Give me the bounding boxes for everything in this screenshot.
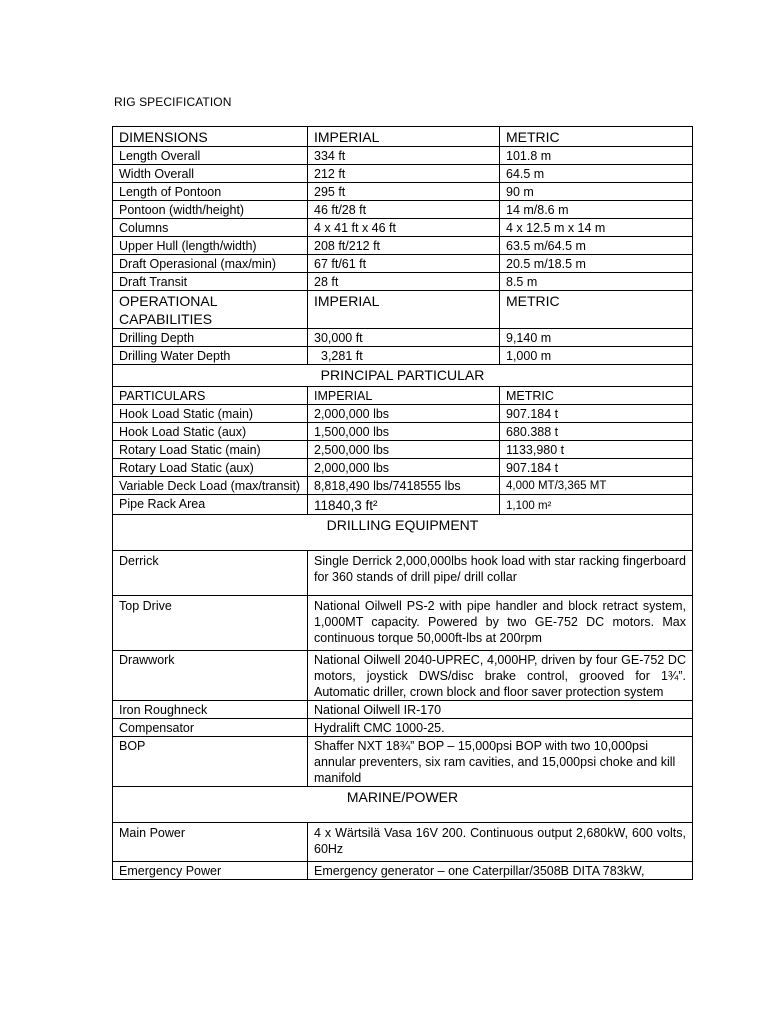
metric-value: 680.388 t — [500, 423, 693, 441]
principal-section-title: PRINCIPAL PARTICULAR — [113, 365, 693, 387]
table-row — [113, 737, 693, 787]
row-label: BOP — [113, 737, 308, 787]
row-description: Single Derrick 2,000,000lbs hook load with star racking fingerboard for 360 stands of drill pipe/ drill collar — [308, 551, 693, 596]
row-label: Variable Deck Load (max/transit) — [113, 477, 308, 495]
row-label: Derrick — [113, 551, 308, 596]
row-label: Drilling Depth — [113, 329, 308, 347]
row-label: Columns — [113, 219, 308, 237]
imperial-header: IMPERIAL — [308, 291, 500, 329]
row-label: Compensator — [113, 719, 308, 737]
imperial-value: 295 ft — [308, 183, 500, 201]
table-row — [113, 651, 693, 701]
imperial-value: 2,500,000 lbs — [308, 441, 500, 459]
table-row — [113, 219, 693, 237]
row-label: Draft Transit — [113, 273, 308, 291]
table-row — [113, 862, 693, 880]
imperial-header: IMPERIAL — [308, 127, 500, 147]
row-label: Drilling Water Depth — [113, 347, 308, 365]
imperial-value: 28 ft — [308, 273, 500, 291]
metric-value: 907.184 t — [500, 405, 693, 423]
table-row — [113, 405, 693, 423]
row-description: Emergency generator – one Caterpillar/3508B DITA 783kW, — [308, 862, 693, 880]
metric-value: 907.184 t — [500, 459, 693, 477]
row-label: Width Overall — [113, 165, 308, 183]
table-row — [113, 201, 693, 219]
imperial-value: 30,000 ft — [308, 329, 500, 347]
rig-specification-table — [112, 126, 693, 880]
table-row — [113, 347, 693, 365]
row-label: Rotary Load Static (aux) — [113, 459, 308, 477]
row-label: Rotary Load Static (main) — [113, 441, 308, 459]
marine-section-title: MARINE/POWER — [113, 787, 693, 823]
metric-value: 4,000 MT/3,365 MT — [500, 477, 693, 495]
table-row — [113, 701, 693, 719]
table-row — [113, 237, 693, 255]
metric-value: 1,000 m — [500, 347, 693, 365]
imperial-value: 46 ft/28 ft — [308, 201, 500, 219]
metric-value: 64.5 m — [500, 165, 693, 183]
table-row — [113, 596, 693, 651]
metric-value: 20.5 m/18.5 m — [500, 255, 693, 273]
table-row — [113, 423, 693, 441]
table-row — [113, 495, 693, 515]
marine-section-row — [113, 787, 693, 823]
metric-value: 101.8 m — [500, 147, 693, 165]
table-row — [113, 147, 693, 165]
metric-value: 8.5 m — [500, 273, 693, 291]
table-row — [113, 551, 693, 596]
table-row — [113, 329, 693, 347]
dimensions-header: DIMENSIONS — [113, 127, 308, 147]
row-label: Pontoon (width/height) — [113, 201, 308, 219]
table-row — [113, 255, 693, 273]
principal-section-row — [113, 365, 693, 387]
imperial-value: 4 x 41 ft x 46 ft — [308, 219, 500, 237]
imperial-value: 2,000,000 lbs — [308, 459, 500, 477]
row-label: Emergency Power — [113, 862, 308, 880]
row-label: Hook Load Static (main) — [113, 405, 308, 423]
metric-value: 1133,980 t — [500, 441, 693, 459]
metric-value: 9,140 m — [500, 329, 693, 347]
imperial-value: 11840,3 ft² — [308, 495, 500, 515]
row-label: Hook Load Static (aux) — [113, 423, 308, 441]
row-description: Hydralift CMC 1000-25. — [308, 719, 693, 737]
row-label: Length Overall — [113, 147, 308, 165]
imperial-value: 334 ft — [308, 147, 500, 165]
particulars-header: PARTICULARS — [113, 387, 308, 405]
operational-header: OPERATIONAL CAPABILITIES — [113, 291, 308, 329]
operational-header-row — [113, 291, 693, 329]
metric-value: 90 m — [500, 183, 693, 201]
table-row — [113, 719, 693, 737]
imperial-value: 67 ft/61 ft — [308, 255, 500, 273]
table-row — [113, 165, 693, 183]
metric-header: METRIC — [500, 291, 693, 329]
table-row — [113, 477, 693, 495]
row-label: Draft Operasional (max/min) — [113, 255, 308, 273]
row-description: Shaffer NXT 18¾” BOP – 15,000psi BOP with two 10,000psi annular preventers, six ram cavities, and 15,000psi choke and kill manifold — [308, 737, 693, 787]
table-row — [113, 273, 693, 291]
row-label: Top Drive — [113, 596, 308, 651]
row-description: National Oilwell PS-2 with pipe handler and block retract system, 1,000MT capacity. Powered by two GE-752 DC motors. Max continuous torque 50,000ft-lbs at 200rpm — [308, 596, 693, 651]
imperial-value: 2,000,000 lbs — [308, 405, 500, 423]
table-row — [113, 441, 693, 459]
row-description: 4 x Wärtsilä Vasa 16V 200. Continuous output 2,680kW, 600 volts, 60Hz — [308, 823, 693, 862]
row-label: Main Power — [113, 823, 308, 862]
metric-value: 1,100 m² — [500, 495, 693, 515]
row-label: Pipe Rack Area — [113, 495, 308, 515]
particulars-header-row — [113, 387, 693, 405]
row-label: Drawwork — [113, 651, 308, 701]
table-row — [113, 459, 693, 477]
metric-value: 14 m/8.6 m — [500, 201, 693, 219]
table-row — [113, 823, 693, 862]
metric-value: 63.5 m/64.5 m — [500, 237, 693, 255]
drilling-section-row — [113, 515, 693, 551]
imperial-value: 1,500,000 lbs — [308, 423, 500, 441]
imperial-value: 208 ft/212 ft — [308, 237, 500, 255]
document-title: RIG SPECIFICATION — [114, 95, 232, 109]
imperial-value: 3,281 ft — [308, 347, 500, 365]
row-description: National Oilwell IR-170 — [308, 701, 693, 719]
row-label: Length of Pontoon — [113, 183, 308, 201]
row-description: National Oilwell 2040-UPREC, 4,000HP, driven by four GE-752 DC motors, joystick DWS/disc brake control, grooved for 1¾”. Automatic driller, crown block and floor saver protection system — [308, 651, 693, 701]
imperial-header: IMPERIAL — [308, 387, 500, 405]
metric-header: METRIC — [500, 127, 693, 147]
row-label: Iron Roughneck — [113, 701, 308, 719]
table-row — [113, 183, 693, 201]
metric-header: METRIC — [500, 387, 693, 405]
imperial-value: 8,818,490 lbs/7418555 lbs — [308, 477, 500, 495]
metric-value: 4 x 12.5 m x 14 m — [500, 219, 693, 237]
drilling-section-title: DRILLING EQUIPMENT — [113, 515, 693, 551]
row-label: Upper Hull (length/width) — [113, 237, 308, 255]
dimensions-header-row — [113, 127, 693, 147]
imperial-value: 212 ft — [308, 165, 500, 183]
